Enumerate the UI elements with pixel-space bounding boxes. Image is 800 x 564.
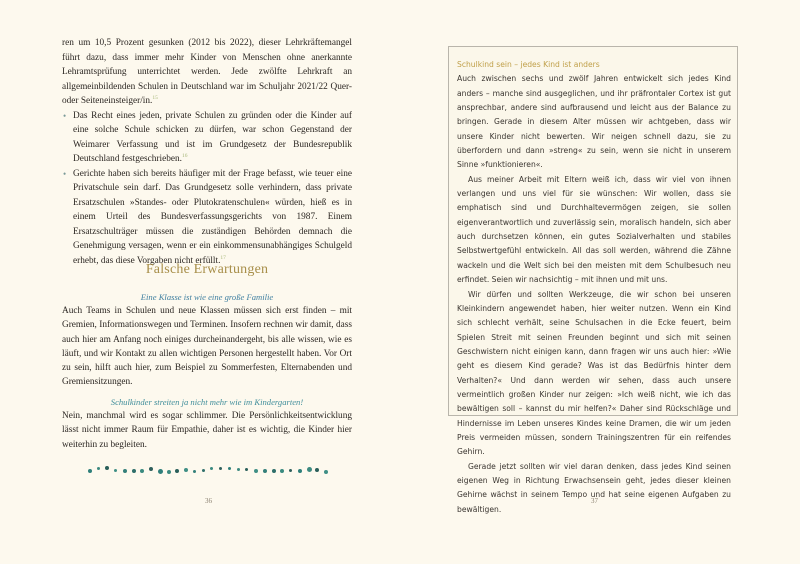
divider-dot-icon [184,468,188,472]
bullet-text: Gerichte haben sich bereits häufiger mit der Frage befasst, wie teuer eine Privatschule sein darf. Das Grundgesetz solle verhindern, dass private Ersatzschulen »Standes- oder Plutokratenschulen« würden, hieß es in einem Urteil des Bundesverfassungsgerichts von 1987. Einem Ersatzschulträger müssen die zuständigen Behörden demnach die Genehmigung versagen, wenn er ein einkommensunabhängiges Schulgeld erhebt, das diese Vorgaben nicht erfüllt. [73,168,352,266]
subheading-family: Eine Klasse ist wie eine große Familie [140,292,274,302]
divider-dot-icon [202,469,205,472]
paragraph-teams: Auch Teams in Schulen und neue Klassen müssen sich erst finden – mit Gremien, Informationswegen und Terminen. Insofern rechnen wir damit, dass auch hier am Anfang noch einiges durcheinandergeht, bis alle wissen, wie es läuft, und wir Kontakt zu allen wichtigen Personen hergestellt haben. Vor Ort zu sein, hilft auch hier, zum Beispiel zu Sommerfesten, Elternabenden und Gremiensitzungen. [62,306,352,388]
divider-dot-icon [324,470,328,474]
right-page [400,0,800,564]
left-intro-block [62,36,352,268]
intro-paragraph [62,36,352,109]
info-box-paragraph: Auch zwischen sechs und zwölf Jahren entwickelt sich jedes Kind anders – manche sind ausgeglichen, und ihr präfrontaler Cortex ist gut ansprechbar, andere sind aufbrausend und leicht aus der Balance zu bringen. Gerade in diesem Alter müssen wir achtgeben, dass wir unsere Kinder nicht bewerten. Wir neigen schnell dazu, sie zu überfordern und dann »streng« zu sein, wenn sie nicht in unserem Sinne »funktionieren«. [457,74,731,170]
info-box-paragraph: Aus meiner Arbeit mit Eltern weiß ich, dass wir viel von ihnen verlangen und uns viel für sie wünschen: Wir wollen, dass sie emphatisch sind und Durchhaltevermögen zeigen, sie sollen eigenverantwortlich und zuverlässig sein, moralisch handeln, sich aber auch durchsetzen können, ein gutes Sozialverhalten und stabiles Selbstwertgefühl entwickeln. All das soll werden, während die Zähne wackeln und die Welt sich bei den meisten mit dem Schulbesuch neu erfindet. Seien wir nachsichtig – mit ihnen und mit uns. [457,174,731,285]
divider-dot-icon [298,469,302,473]
subheading-kindergarten: Schulkinder streiten ja nicht mehr wie im Kindergarten! [110,397,304,407]
divider-dot-icon [254,469,258,473]
divider-dot-icon [149,467,153,471]
bullet-item [62,167,352,269]
divider-dot-icon [88,469,92,473]
intro-text: ren um 10,5 Prozent gesunken (2012 bis 2022), dieser Lehrkräftemangel führt dazu, dass immer mehr Kinder von Menschen ohne anerkannte Lehramtsprüfung unterrichtet werden. Jede zwölfte Lehrkraft an allgemeinbildenden Schulen in Deutschland war im Schuljahr 2021/22 Quer- oder Seiteneinsteiger/in. [62,38,352,106]
divider-dot-icon [132,469,136,473]
info-box-title: Schulkind sein – jedes Kind ist anders [457,60,600,69]
divider-dot-icon [140,469,144,473]
divider-dot-icon [315,468,319,472]
info-box-content [457,58,731,517]
divider-dot-icon [158,469,163,474]
footnote-marker[interactable]: 15 [152,94,158,101]
bullet-list [62,109,352,269]
bullet-text: Das Recht eines jeden, private Schulen zu gründen oder die Kinder auf eine solche Schule schicken zu dürfen, war schon Gegenstand der Weimarer Verfassung und ist im Grundgesetz der Bundesrepublik Deutschland festgeschrieben. [73,110,352,164]
divider-dot-icon [280,469,284,473]
footnote-marker[interactable]: 17 [220,254,226,261]
divider-dot-icon [114,469,117,472]
divider-dot-icon [307,467,312,472]
footnote-marker[interactable]: 16 [181,152,188,159]
divider-dot-icon [263,469,267,473]
divider-dot-icon [237,468,240,471]
bullet-icon: • [63,110,67,121]
divider-dot-icon [272,469,276,473]
divider-dot-icon [228,467,231,470]
divider-dot-icon [289,469,292,472]
bullet-icon: • [63,168,67,179]
divider-dot-icon [245,468,248,471]
info-box-paragraph: Wir dürfen und sollten Werkzeuge, die wir schon bei unseren Kleinkindern angewendet haben, hier weiter nutzen. Wenn ein Kind sich schlecht verhält, seine Schulsachen in die Ecke feuert, beim Spielen Streit mit seinen Freunden beginnt und sich mit seinen Geschwistern nicht einigen kann, dann fragen wir uns auch hier: »Wie geht es diesem Kind gerade? Was ist das Bedürfnis hinter dem Verhalten?« Und dann werden wir sehen, dass auch unsere vermeintlich großen Kinder nur zeigen: »Ich weiß nicht, wie ich das bewältigen soll – kannst du mir helfen?« Daher sind Rückschläge und Hindernisse im Leben unseres Kindes keine Dramen, die wir um jeden Preis vermeiden müssen, sondern Trainingszentren für ein reifendes Gehirn. [457,289,731,457]
divider-dot-icon [175,469,179,473]
divider-dot-icon [210,467,213,470]
page-number-left: 36 [205,497,212,505]
divider-dot-icon [219,467,222,470]
paragraph-empathy: Nein, manchmal wird es sogar schlimmer. Die Persönlichkeitsentwicklung lässt nicht immer Raum für Empathie, daher ist es wichtig, die Kinder hier weiterhin zu begleiten. [62,411,352,450]
divider-dot-icon [167,470,171,474]
divider-dot-icon [123,469,127,473]
bullet-item [62,109,352,167]
dotted-divider-icon [88,464,328,480]
divider-dot-icon [193,470,196,473]
section-title: Falsche Erwartungen [145,262,269,277]
divider-dot-icon [97,467,100,470]
info-box-paragraph: Gerade jetzt sollten wir viel daran denken, dass jedes Kind seinen eigenen Weg in Richtung Erwachsensein geht, jedes dieser kleinen Gehirne wächst in seinem Tempo und hat seine eigenen Aufgaben zu bewältigen. [457,461,731,514]
divider-dot-icon [105,466,109,470]
page-number-right: 37 [591,497,598,505]
